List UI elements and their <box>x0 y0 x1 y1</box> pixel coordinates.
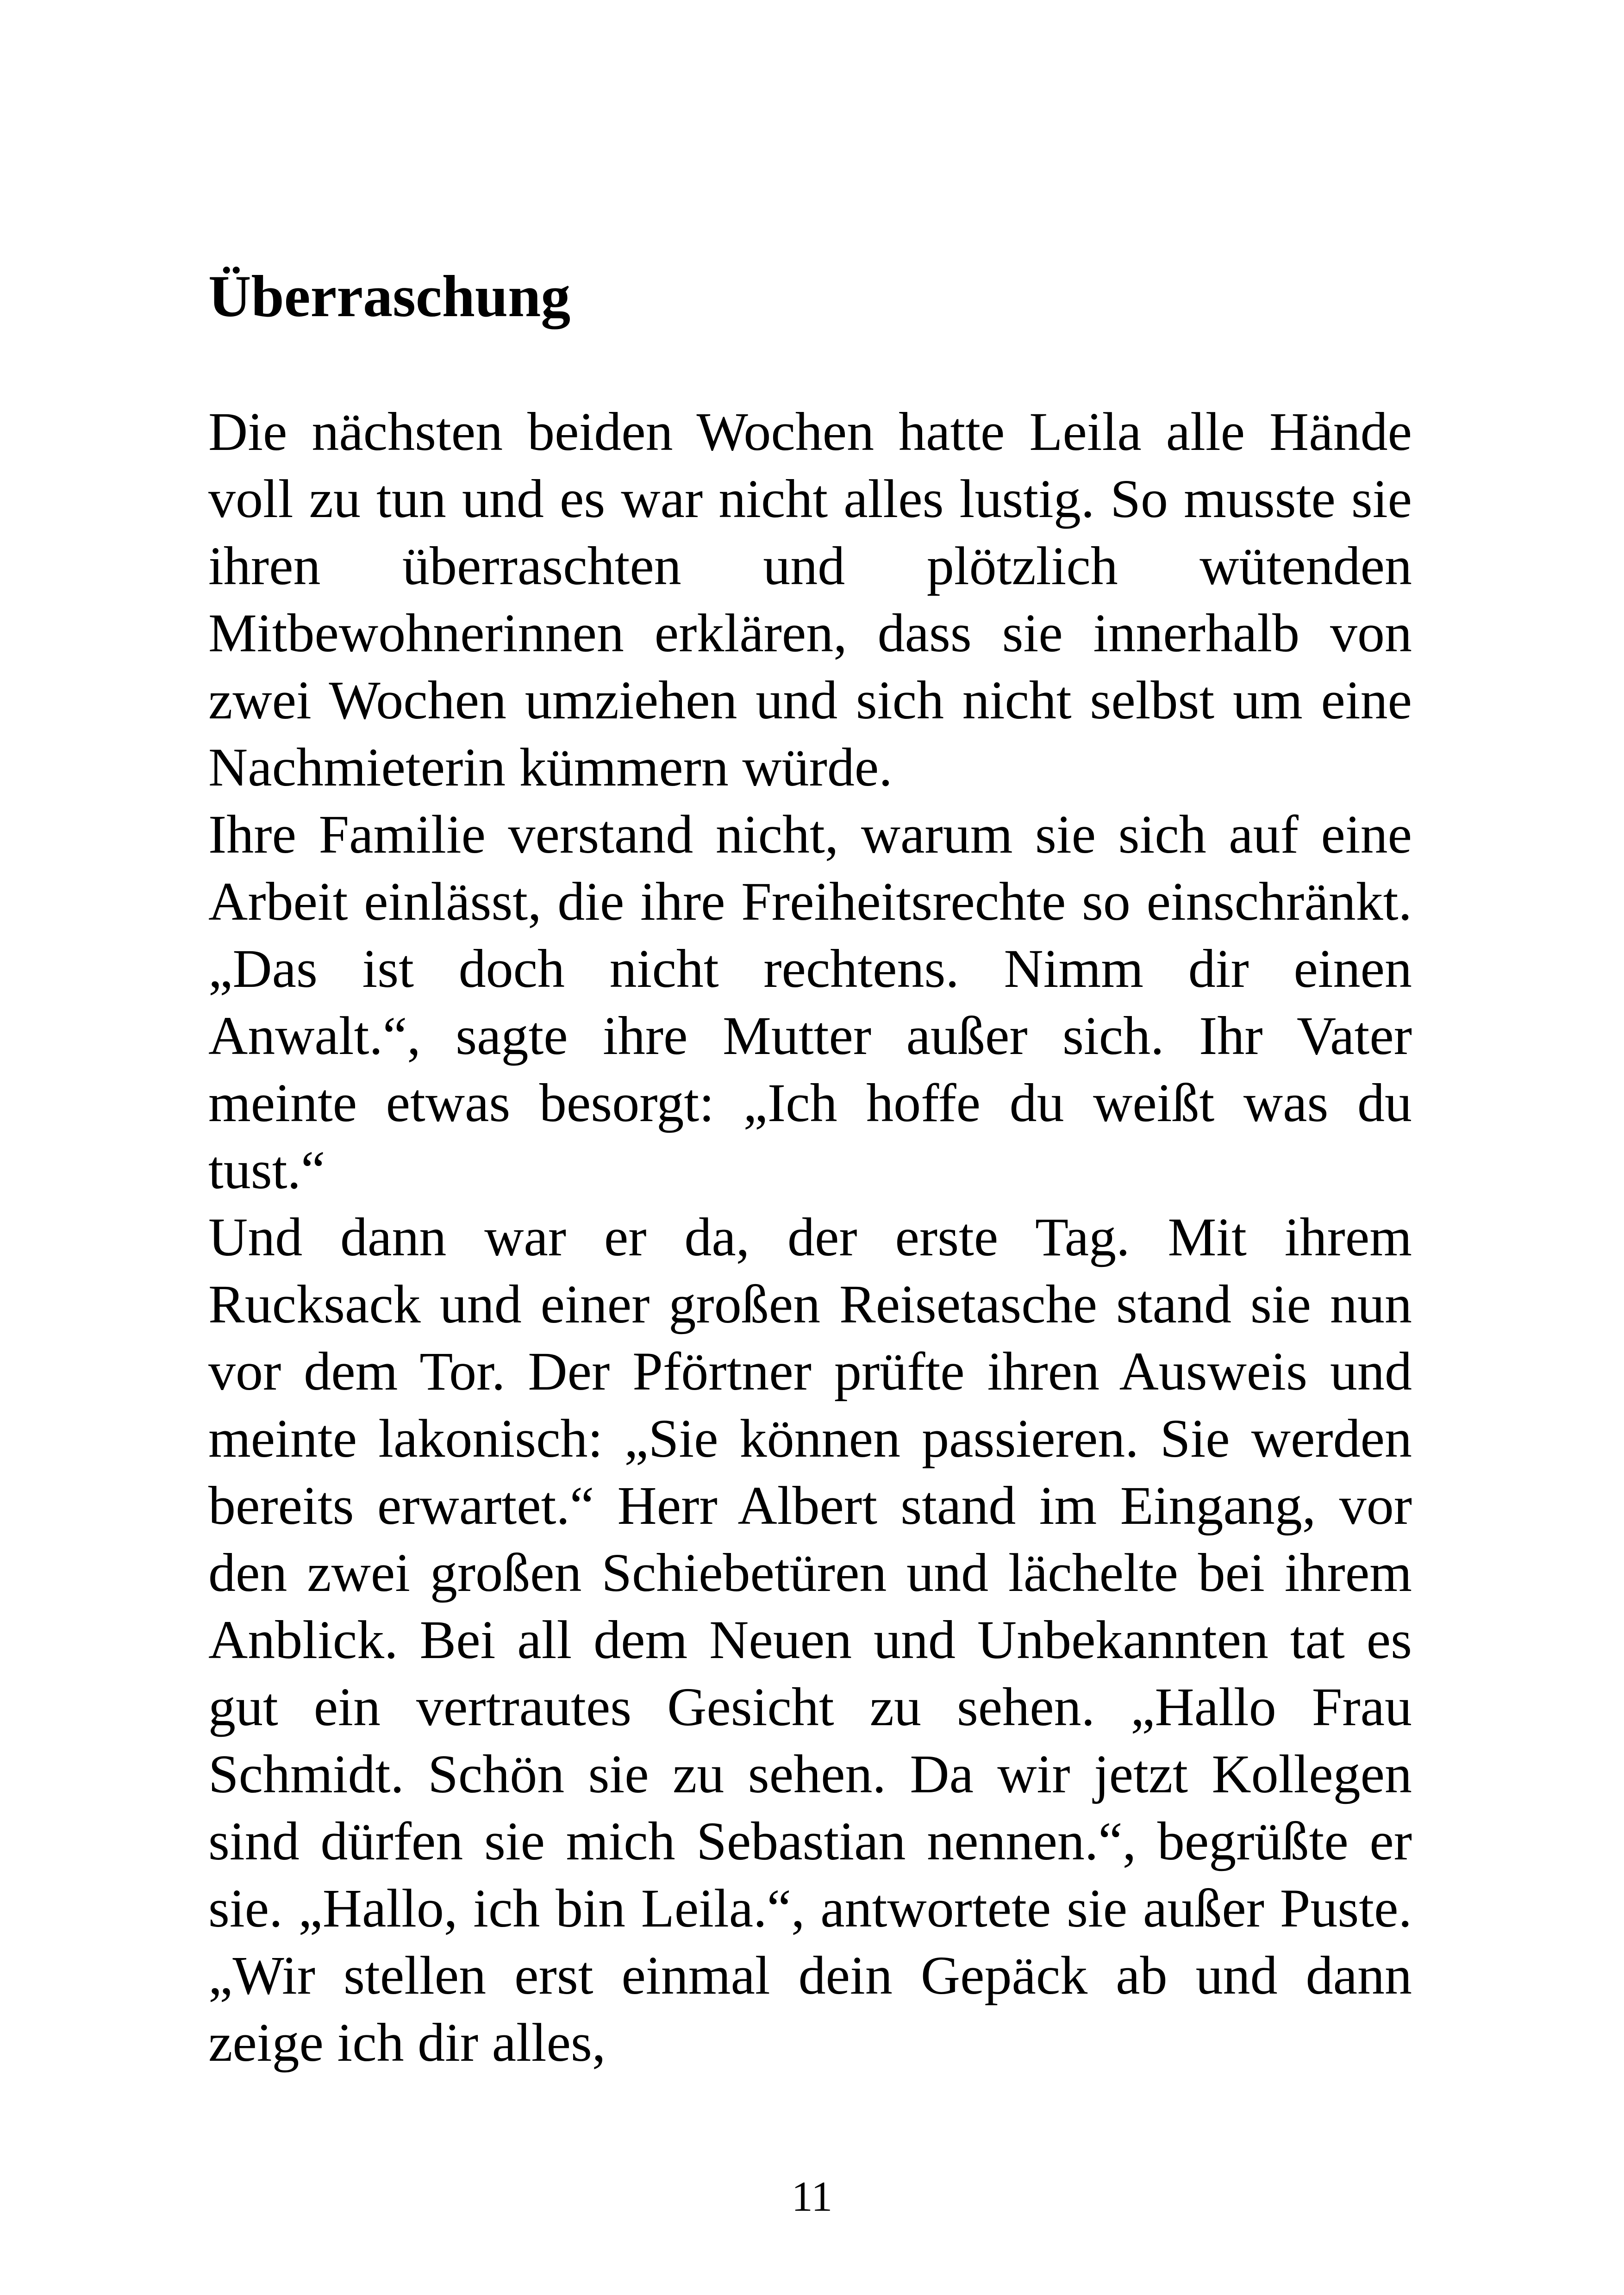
paragraph: Und dann war er da, der erste Tag. Mit ihrem Rucksack und einer großen Reisetasche stand sie nun vor dem Tor. Der Pförtner prüfte ihren Ausweis und meinte lakonisch: „Sie können passieren. Sie werden bereits erwartet.“ Herr Albert stand im Eingang, vor den zwei großen Schiebetüren und lächelte bei ihrem Anblick. Bei all dem Neuen und Unbekannten tat es gut ein vertrautes Gesicht zu sehen. „Hallo Frau Schmidt. Schön sie zu sehen. Da wir jetzt Kollegen sind dürfen sie mich Sebastian nennen.“, begrüßte er sie. „Hallo, ich bin Leila.“, antwortete sie außer Puste. „Wir stellen erst einmal dein Gepäck ab und dann zeige ich dir alles, <box>208 1207 1412 2073</box>
body-text <box>208 398 1412 2076</box>
page-number: 11 <box>791 2173 833 2220</box>
paragraph: Die nächsten beiden Wochen hatte Leila alle Hände voll zu tun und es war nicht alles lustig. So musste sie ihren überraschten und plötzlich wütenden Mitbewohnerinnen erklären, dass sie innerhalb von zwei Wochen umziehen und sich nicht selbst um eine Nachmieterin kümmern würde. <box>208 401 1412 798</box>
book-page <box>208 0 1412 2295</box>
chapter-title: Überraschung <box>208 263 571 329</box>
paragraph: Ihre Familie verstand nicht, warum sie sich auf eine Arbeit einlässt, die ihre Freiheitsrechte so einschränkt. „Das ist doch nicht rechtens. Nimm dir einen Anwalt.“, sagte ihre Mutter außer sich. Ihr Vater meinte etwas besorgt: „Ich hoffe du weißt was du tust.“ <box>208 804 1412 1200</box>
